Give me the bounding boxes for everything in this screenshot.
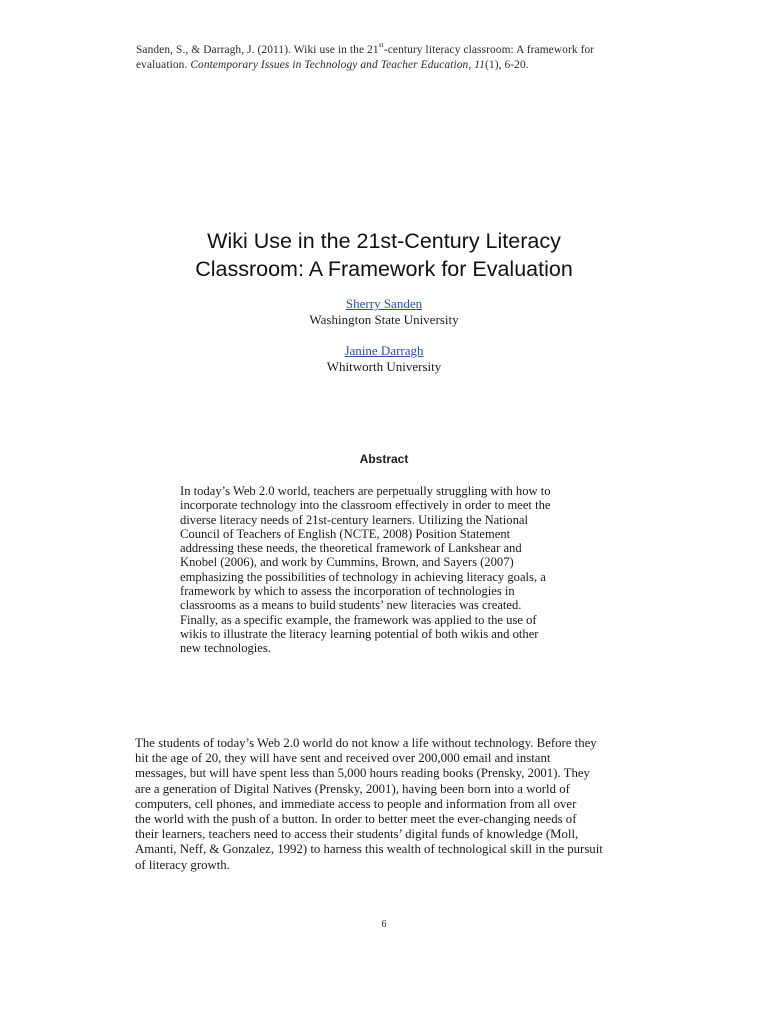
abstract-line: wikis to illustrate the literacy learning potential of both wikis and other: [180, 626, 539, 641]
body-line: hit the age of 20, they will have sent and received over 200,000 email and instant: [135, 751, 551, 766]
citation-superscript: st: [378, 40, 384, 50]
abstract-line: Finally, as a specific example, the framework was applied to the use of: [180, 612, 537, 627]
body-line: The students of today’s Web 2.0 world do not know a life without technology. Before they: [135, 736, 597, 750]
citation-text-start: Sanden, S., & Darragh, J. (2011). Wiki use in the 21: [136, 44, 379, 56]
abstract-line: classrooms as a means to build students’ new literacies was created.: [180, 598, 522, 613]
page-number: 6: [381, 919, 387, 930]
body-line: are a generation of Digital Natives (Prensky, 2001), having been born into a world of: [135, 781, 570, 796]
citation-header: [136, 40, 636, 73]
abstract-line: Council of Teachers of English (NCTE, 2008) Position Statement: [180, 526, 511, 541]
title-line-2: Classroom: A Framework for Evaluation: [195, 257, 573, 281]
abstract-line: addressing these needs, the theoretical framework of Lankshear and: [180, 541, 522, 556]
body-line: messages, but will have spent less than 5,000 hours reading books (Prensky, 2001). They: [135, 766, 590, 781]
body-line: of literacy growth.: [135, 857, 230, 872]
abstract-line: framework by which to assess the incorporation of technologies in: [180, 584, 515, 599]
abstract-line: diverse literacy needs of 21st-century learners. Utilizing the National: [180, 512, 528, 527]
body-paragraph: [135, 736, 635, 873]
author-link-sanden[interactable]: Sherry Sanden: [345, 296, 423, 311]
body-line: computers, cell phones, and immediate access to people and information from all over: [135, 796, 577, 811]
citation-issue-pages: (1), 6-20.: [485, 59, 529, 71]
author-link-darragh[interactable]: Janine Darragh: [344, 343, 424, 358]
citation-text-end: -century literacy classroom: A framework for: [383, 44, 595, 56]
body-line: their learners, teachers need to access their students’ digital funds of knowledge (Moll,: [135, 827, 579, 842]
body-line: Amanti, Neff, & Gonzalez, 1992) to harness this wealth of technological skill in the pursuit: [135, 842, 603, 857]
abstract-heading: Abstract: [359, 452, 409, 466]
citation-journal: Contemporary Issues in Technology and Teacher Education, 11: [190, 59, 485, 71]
body-line: the world with the push of a button. In order to better meet the ever-changing needs of: [135, 812, 577, 827]
article-title: [100, 227, 668, 283]
abstract-line: Knobel (2006), and work by Cummins, Brown, and Sayers (2007): [180, 555, 514, 570]
abstract-line: In today’s Web 2.0 world, teachers are perpetually struggling with how to: [180, 484, 551, 498]
author-block-2: [184, 343, 584, 374]
abstract-line: incorporate technology into the classroom effectively in order to meet the: [180, 498, 551, 513]
abstract-body: [180, 484, 600, 656]
author-block-1: [184, 296, 584, 327]
abstract-line: emphasizing the possibilities of technology in achieving literacy goals, a: [180, 569, 546, 584]
author-affiliation-2: Whitworth University: [326, 358, 442, 374]
abstract-line: new technologies.: [180, 641, 271, 656]
author-affiliation-1: Washington State University: [309, 311, 459, 327]
citation-line2-prefix: evaluation.: [136, 59, 191, 71]
title-line-1: Wiki Use in the 21st-Century Literacy: [207, 229, 561, 253]
